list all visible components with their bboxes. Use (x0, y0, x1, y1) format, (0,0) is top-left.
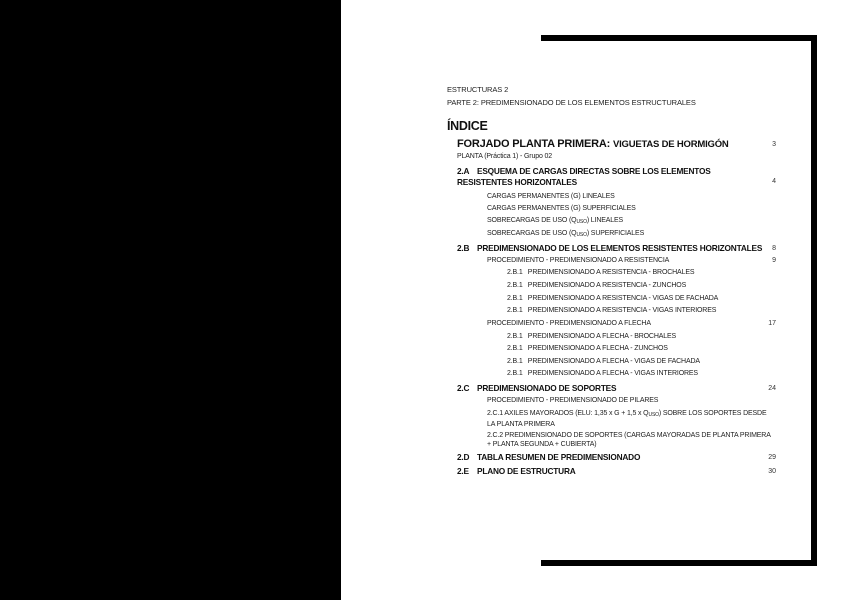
section-code: 2.E (457, 466, 469, 476)
frame-top-bar (541, 35, 817, 41)
main-title (457, 138, 729, 150)
item-text: PREDIMENSIONADO A FLECHA - VIGAS INTERIORES (527, 370, 698, 377)
toc-item[interactable] (487, 230, 644, 238)
item-text: 2.C.1 AXILES MAYORADOS (ELU: 1,35 x G + 1,5 x Q (487, 410, 649, 417)
item-code: 2.B.1 (507, 345, 523, 352)
subscript: USO (576, 232, 587, 238)
toc-item[interactable]: 2.C.2 PREDIMENSIONADO DE SOPORTES (CARGAS MAYORADAS DE PLANTA PRIMERA + PLANTA SEGUNDA + CUBIERTA) (487, 432, 771, 448)
section-title: ESQUEMA DE CARGAS DIRECTAS SOBRE LOS ELEMENTOS RESISTENTES HORIZONTALES (457, 166, 711, 187)
section-code: 2.A (457, 166, 470, 176)
toc-item-procedure[interactable]: PROCEDIMIENTO - PREDIMENSIONADO A RESISTENCIA (487, 257, 670, 264)
item-text: PREDIMENSIONADO A FLECHA - BROCHALES (527, 333, 677, 340)
toc-section-2b[interactable] (457, 243, 762, 253)
item-text: ) LINEALES (586, 217, 624, 224)
page-number: 9 (772, 257, 776, 264)
item-code: 2.B.1 (507, 333, 523, 340)
item-text: ) SUPERFICIALES (586, 230, 645, 237)
subscript: USO (648, 412, 659, 418)
item-code: 2.B.1 (507, 282, 523, 289)
toc-subitem[interactable] (507, 358, 700, 365)
section-code: 2.D (457, 452, 470, 462)
toc-item[interactable] (487, 217, 623, 225)
item-code: 2.B.1 (507, 269, 523, 276)
item-text: PREDIMENSIONADO A RESISTENCIA - VIGAS DE FACHADA (527, 295, 719, 302)
section-title: PREDIMENSIONADO DE LOS ELEMENTOS RESISTENTES HORIZONTALES (477, 243, 763, 253)
toc-section-2a[interactable] (457, 166, 757, 188)
group-label: PLANTA (Práctica 1) - Grupo 02 (457, 153, 552, 160)
item-text: PREDIMENSIONADO A RESISTENCIA - ZUNCHOS (527, 282, 687, 289)
page-number: 24 (768, 385, 776, 392)
page-number: 29 (768, 454, 776, 461)
item-text: SOBRECARGAS DE USO (Q (487, 230, 577, 237)
toc-item[interactable]: CARGAS PERMANENTES (G) LINEALES (487, 193, 615, 200)
toc-section-2c[interactable] (457, 383, 616, 393)
section-code: 2.C (457, 383, 470, 393)
section-code: 2.B (457, 243, 470, 253)
toc-item-procedure[interactable]: PROCEDIMIENTO - PREDIMENSIONADO DE PILARES (487, 397, 659, 404)
item-text: ) SOBRE LOS SOPORTES DESDE LA PLANTA PRIMERA (487, 410, 767, 428)
main-subtitle: VIGUETAS DE HORMIGÓN (612, 139, 729, 150)
part-title: PARTE 2: PREDIMENSIONADO DE LOS ELEMENTOS ESTRUCTURALES (447, 98, 696, 107)
page-number: 8 (772, 245, 776, 252)
page-number: 30 (768, 468, 776, 475)
item-text: PREDIMENSIONADO A RESISTENCIA - BROCHALES (527, 269, 695, 276)
item-code: 2.B.1 (507, 307, 523, 314)
left-black-panel (0, 0, 341, 600)
toc-item[interactable] (487, 409, 771, 429)
toc-item-procedure[interactable]: PROCEDIMIENTO - PREDIMENSIONADO A FLECHA (487, 320, 651, 327)
toc-section-2d[interactable] (457, 452, 640, 462)
frame-bottom-bar (541, 560, 817, 566)
item-code: 2.B.1 (507, 358, 523, 365)
toc-subitem[interactable] (507, 333, 676, 340)
toc-subitem[interactable] (507, 370, 698, 377)
toc-subitem[interactable] (507, 345, 668, 352)
page-number: 4 (772, 178, 776, 185)
subscript: USO (576, 219, 587, 225)
main-title-text: FORJADO PLANTA PRIMERA: (457, 138, 611, 150)
frame-right-bar (811, 35, 817, 566)
item-text: PREDIMENSIONADO A FLECHA - ZUNCHOS (527, 345, 668, 352)
item-code: 2.B.1 (507, 295, 523, 302)
toc-subitem[interactable] (507, 307, 716, 314)
section-title: PLANO DE ESTRUCTURA (477, 466, 576, 476)
page-number: 3 (772, 141, 776, 148)
page-number: 17 (768, 320, 776, 327)
item-text: PREDIMENSIONADO A FLECHA - VIGAS DE FACHADA (527, 358, 700, 365)
toc-section-2e[interactable] (457, 466, 576, 476)
toc-item[interactable]: CARGAS PERMANENTES (G) SUPERFICIALES (487, 205, 636, 212)
item-code: 2.B.1 (507, 370, 523, 377)
toc-subitem[interactable] (507, 295, 718, 302)
item-text: SOBRECARGAS DE USO (Q (487, 217, 577, 224)
index-heading: ÍNDICE (447, 119, 488, 133)
course-title: ESTRUCTURAS 2 (447, 85, 509, 94)
section-title: TABLA RESUMEN DE PREDIMENSIONADO (477, 452, 641, 462)
section-title: PREDIMENSIONADO DE SOPORTES (477, 383, 617, 393)
item-text: PREDIMENSIONADO A RESISTENCIA - VIGAS INTERIORES (527, 307, 717, 314)
toc-subitem[interactable] (507, 282, 686, 289)
toc-subitem[interactable] (507, 269, 694, 276)
